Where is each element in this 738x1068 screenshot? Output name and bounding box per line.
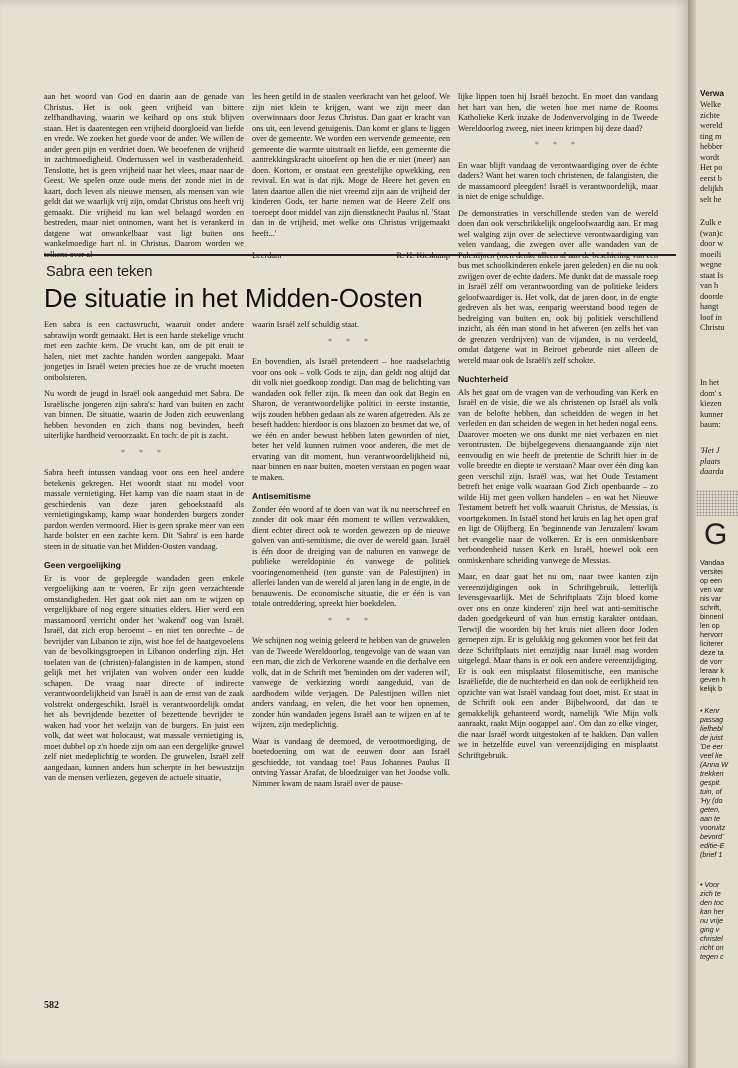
paragraph: waarin Israël zelf schuldig staat. [252,320,360,329]
signature-author: R. H. Kieskamp [396,251,450,260]
right-page-drop-cap: G [704,518,728,551]
paragraph: Een sabra is een cactusvrucht, waaruit onder andere sabrawijn wordt gemaakt. Het is een harde stekelige vrucht met een zachte kern. De vrucht kan, om de pit eruit te halen, niet met zachte handen worden aangepakt. Maar jongetjes in Israël weten precies hoe ze de vrucht moeten ontbolsteren. [44,320,244,382]
paragraph: Er is voor de gepleegde wandaden geen enkele vergoelijking aan te voeren. Er zijn geen verzachtende omstandigheden. Het gaat ook niet aan om te wijzen op vergelijkbare of nog ergere situaties elders. Hier werd een massamoord verricht onder het 'wakend' oog van Israël. Israël, dat zich erop beroemt – en niet ten onrechte – de bevrijder van Libanon te zijn, wist hoe fel de haatgevoelens van de bevolkingsgroepen in Libanon onderling zijn. Het toelaten van de (christen)-falangisten in de kampen, stond gelijk met het vrijlaten van wolven onder een kudde schapen. De vraag naar directe of indirecte verantwoordelijkheid van Israël is aan de ernst van de zaak volstrekt ondergeschikt. Israël is verantwoordelijk omdat het als bevrijdende bezetter of bezettende bevrijder te waken had voor het welzijn van de burgers. En juist een volk, dat weet wat holocaust, wat massale vernietiging is, moet dubbel op z'n hoede zijn om aan een dergelijke gruwel zelf niet medeplichtig te worden. De gruwelen, Israël zelf aangedaan, kunnen anders hun scherpte in het bewustzijn van de mensen verliezen, gegeven de actuele situatie, [44,573,244,782]
paragraph: We schijnen nog weinig geleerd te hebben van de gruwelen van de Tweede Wereldoorlog, tengevolge van de waan van een man, die zich de Verkorene waande en die derhalve een volk, dat in de Schrift met 'beminden om der vaderen wil', vanwege de verkiezing wordt aangeduid, van de aardbodem wilde verjagen. De Palestijnen willen niet anders vandaag, en velen, die het voor hen opnemen, zonder hún wandaden jegens Israël aan te wijzen en af te wijzen, zijn medeplichtig. [252,636,450,729]
article-main-column-2 [252,320,450,795]
article-top-column-1 [44,92,244,266]
author-signature [252,251,450,262]
right-page-text-block-a: Welke zichte wereld ting m hebber wordt Het po eerst b delijkh selt he [700,100,724,204]
right-magazine-page-partial [696,0,738,1068]
right-page-heading: Verwa [700,88,724,98]
section-divider-rule [44,254,676,256]
paragraph: Als het gaat om de vragen van de verhouding van Kerk en Israël en de visie, die we als christenen op Israël als volk van de belofte hebben, dan scheidden de wegen in het verleden en dan scheiden de wegen in het heden nogal eens. Daarover moeten we ons dunkt me niet verbazen en niet verontrusten. De bijbelgegevens dienaangaande zijn niet eenvoudig en wie heeft de pretentie de Schrift hier in de volle breedte en diepte te verstaan? Maar over één ding kan geen verschil zijn. Israël was, wat het Oude Testament betreft het enige volk waaraan God Zich openbaarde – zo wilde Hij met geen volken handelen – en wat het Nieuwe Testament betreft het volk waaruit Christus, de Messias, is voortgekomen. In Israël stond het kruis en lag het open graf en ligt de Olijfberg. En 'beginnende van Jeruzalem' kwam het evangelie naar de volkeren. Er is een onmiskenbare verbondenheid tussen Kerk en Israël, hoewel ook een onmiskenbare scheiding vanwege de Messias. [458,387,658,565]
paragraph: Sabra heeft intussen vandaag voor ons een heel andere betekenis gekregen. Het woordt staat nu model voor massale vernietiging. Het kamp van die naam staat in de geschiedenis van deze jaren geboekstaafd als vernietigingskamp, kamp waar honderden burgers zonder pardon werden vermoord. Hier is geen sprake meer van een harde bolster en een zachte kern. Dit 'Sabra' is een harde steen in de situatie van het Midden-Oosten vandaag. [44,468,244,551]
right-page-text-block-f: • Kenr passag liefhebl de juist 'De eer veel lie (Anna W trekken gespit. tuin, of 'Hy (do geten, aan te vooruitz bevord' editie-E (brief 1 [700,706,728,859]
paragraph: En waar blijft vandaag de verontwaardiging over de échte daders? Want het waren toch christenen, de falangisten, die de massamoord pleegden! Israël is verantwoordelijk, maar is niet de enige schuldige. [458,160,658,201]
paragraph: Zonder één woord af te doen van wat ik nu neerschreef en zonder dit ook maar één moment te willen verzwakken, dient echter direct ook te worden gewezen op de nieuwe golven van anti-semitisme, die over de wereld gaan. Israël is één door de dreiging van de naburen en vanwege de publieke wereldopinie én vanwege de politiek vooringenomenheid (ten gunste van de Palestijnen) in allerlei landen van de wereld al jaren lang in de engte, in de benauwenis. De economische situatie, die er één is van totale ontreddering, spreekt hier boekdelen. [252,504,450,608]
right-page-text-block-b: Zulk e (wan)c door w moeili wegne staat Is van h doorde hangt loof in Christu [700,218,725,332]
right-page-halftone-box [696,490,738,516]
section-divider-stars: * * * [535,140,581,149]
paragraph: Nu wordt de jeugd in Israël ook aangeduid met Sabra. De Israëlische jongeren zijn sabra's: hard van buiten en zacht van binnen. De situatie, waarin de Joden zich eeuwenlang hebben bevonden en zich thans nog bevinden, heeft uiterlijke hardheid veroorzaakt. En toch: de pit is zacht. [44,389,244,440]
paragraph: Maar, en daar gaat het nu om, naar twee kanten zijn vereenzijdigingen ook in Schriftgebruik, letterlijk levensgevaarlijk. Met de Schriftplaats 'Zijn bloed kome over ons en onze kinderen' zijn heel wat anti-semitische daden goedgekeurd of van hun ernstig karakter ontdaan. Terwijl die woorden bij het kruis niet alleen door Joden geroepen zijn. Er is gelukkig nog gekomen voor het feit dat deze Schriftplaats niet eenzijdig naar Israël mag worden uitgelegd. Maar thans is er ook een andere vereenzijdiging. Er is ook een misplaatst filosemitische, een manische Israëliefde, die de nuchterheid en dan ook de eerlijkheid ten opzichte van wat Israël vandaag fout doet, mist. Er staat in de Schrift ook een ander Bijbelwoord, dat dan te gemakkelijk gehanteerd wordt, namelijk 'Wie Mijn volk aanraakt, raakt Mijn oogappel aan'. Om dan zo elke vinger, die naar Israël wordt uitgestoken af te hakken. Dan vallen we in hetzelfde euvel van vereenzijdiging en misplaatst Schriftgebruik. [458,572,658,760]
paragraph: lijke lippen toen hij Israël bezocht. En moet dan vandaag het hart van hen, die weten hoe met name de Rooms Katholieke Kerk inzake de Jodenvervolging in de Tweede Wereldoorlog zweeg, niet ineen krimpen bij deze daad? [458,92,658,133]
page-gutter [688,0,696,1068]
right-page-text-block-c: In het dom' s kiezen kunner baum: [700,378,724,429]
paragraph: De demonstraties in verschillende steden van de wereld doen dan ook verschrikkelijk ongeloofwaardig aan. Er mag wel walging zijn over de selectieve verontwaardiging van velen vandaag, die zwegen over alle wandaden van de Palestijnen (men denke alleen al aan de beschieting van een bus met schoolkinderen enkele jaren geleden) en die nu ook zwijgen over de echte daders. Me dunkt dat de massale roep in Israël zélf om verantwoording van de politieke leiders geloofwaardiger is. Het volk, dat de jaren door, in de engte gedreven als het was, eenparig weerstand bood tegen de bedreiging van buiten en, ook bij politiek verschillend inzicht, als één man stond in het afweren (en zelfs het van de grenzen verdrijven) van de vijanden, is nu verdeeld, omdat datgene wat in Beiroet gebeurde niet alleen de wereld maar ook de Israëli's zelf schokte. [458,208,658,365]
subheading-antisemitisme: Antisemitisme [252,491,311,501]
article-top-column-2 [252,92,450,262]
page-number: 582 [44,1000,59,1011]
section-divider-stars: * * * [328,615,374,625]
article-top-paragraph: aan het woord van God en daarin aan de genade van Christus. Het is ook geen vrijheid van bittere zelfhandhaving, waarin we keihard op ons stuk blijven staan. Het is daarentegen een vrijheid doorgloeid van liefde en vrede. We zoeken het goede voor de ander. We willen de ander geen pijn en verdriet doen. We beoefenen de vrijheid in zachtmoedigheid. Ondertussen wel in vastberadenheid. Tenslotte, het is geen vrijheid naar het vlees, maar naar de Geest. We spelen onze oude mens der zonde niet in de kaart, doch leven als nieuwe mensen, als mensen van wie geldt dat we waarlijk vrij zijn, omdat Christus ons heeft vrij gemaakt. Die vrijheid nu kan wel belaagd worden en bestreden, maar niet ontnomen, want het is verankerd in datgene wat onwankelbaar vast ligt buiten ons wankelmoedige hart nl. in Christus. Daarom worden we telkens over al- [44,92,244,259]
section-divider-stars: * * * [328,336,374,346]
article-main-column-3 [458,92,658,767]
right-page-text-block-e: Vandaa versitei op een ven var nis var schrift, binnenl len op hervorr liciterer deze ta de vorr leraar k geven h kelijk b [700,558,726,693]
right-page-text-block-d: 'Het J plaats daarda [700,446,724,476]
signature-place: Leerdam [252,251,282,260]
paragraph: En bovendien, als Israël pretendeert – hoe raadselachtig voor ons ook – volk Gods te zijn, dan geldt nog altijd dat dit volk niet goedkoop zondigt. Dan mag de belichting van wandaden ook feller zijn. Ik meen dan ook dat Begin en Sharon, de verantwoordelijke politici in eerste instantie, wijs zouden hebben gedaan als ze waren afgetreden. Als ze beseft hadden: hierdoor is ons blazoen zo besmet dat we, of we één en ander bewust hebben laten geworden of niet, beter het veld kunnen ruimen voor anderen, die met de ervaring van dit moment, hun verantwoordelijkheid nú, naar binnen en naar buiten, moeten verstaan en pogen waar te maken. [252,357,450,482]
subheading-nuchterheid: Nuchterheid [458,374,509,384]
article-headline: De situatie in het Midden-Oosten [44,283,423,313]
subheading-geen-vergoelijking: Geen vergoelijking [44,560,121,570]
article-kicker: Sabra een teken [46,264,153,280]
paragraph: Waar is vandaag de deemoed, de verootmoediging, de boetedoening om wat de eeuwen door aan Israël geschiedde, tot vandaag toe! Paus Johannes Paulus II ontving Yassar Arafat, de bloedzuiger van het Joodse volk. Nimmer kwam de naam Israël over de pause- [252,736,450,788]
article-top-paragraph: les heen getild in de staalen veerkracht van het geloof. We zijn niet klein te krijgen, want we zijn meer dan overwinnaars door Jezus Christus. Dan gaat er kracht van ons uit, een levend getuigenis. Dan komt er glans te liggen over de gemeente. We worden een wervende gemeente, een gemeente die warmte uitstraalt en liefde, een gemeente die aantrekkingskracht uitoefent op hen die er niet (meer) aan doen. Kortom, er onstaat een geestelijke opwekking, een revival. En wat is dat rijk. Moge de Heere het geven en laten daartoe allen die niet vreemd zijn aan de vrijheid der kinderen Gods, ter harte nemen wat de Heere Zelf ons toeroept door middel van zijn dienstknecht Paulus nl. 'Staat dan in de vrijheid, met welke ons Christus vrijgemaakt heeft...' [252,92,450,238]
article-main-column-1 [44,320,244,790]
right-page-text-block-g: • Voor zich te den toc kan her nu vrije ging v christel richt on tegen c [700,880,724,961]
section-divider-stars: * * * [121,447,167,457]
